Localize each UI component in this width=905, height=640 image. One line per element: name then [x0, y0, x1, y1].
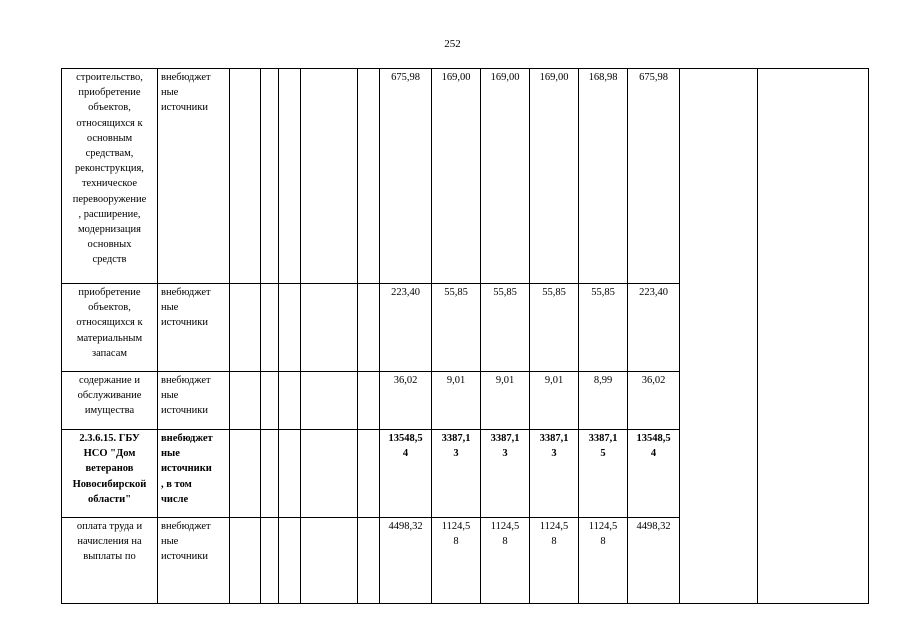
cell-value [579, 518, 628, 604]
name-line: НСО "Дом [83, 448, 136, 460]
name-line: основным [86, 132, 133, 144]
source-line: , в том [161, 478, 192, 490]
source-line: внебюджет [161, 375, 211, 386]
cell-value [530, 518, 579, 604]
name-line: оплата труда и [76, 521, 143, 532]
source-line: внебюджет [161, 287, 211, 298]
name-line: относящихся к [76, 117, 143, 129]
cell-value [380, 372, 432, 430]
cell-empty [230, 518, 261, 604]
cell-value [432, 518, 481, 604]
cell-value [432, 284, 481, 372]
cell-empty [261, 518, 279, 604]
name-line: Новосибирской [72, 478, 147, 490]
value-line: 169,00 [539, 72, 569, 83]
cell-value [579, 372, 628, 430]
name-line: выплаты по [83, 551, 136, 563]
cell-empty [261, 69, 279, 284]
cell-empty [230, 69, 261, 284]
name-line: приобретение [78, 87, 141, 99]
value-line: 8,99 [593, 375, 613, 386]
value-line: 3387,1 [588, 433, 618, 444]
source-line: ные [161, 390, 179, 402]
name-line: 2.3.6.15. ГБУ [79, 433, 140, 444]
value-line: 1124,5 [490, 521, 520, 532]
value-line: 3387,1 [490, 433, 520, 444]
name-line: строительство, [76, 72, 143, 83]
name-line: объектов, [88, 302, 131, 314]
value-line: 1124,5 [539, 521, 569, 532]
name-line: перевооружение [72, 193, 147, 205]
name-line: , расширение, [78, 208, 141, 220]
source-line: источники [161, 551, 208, 563]
cell-value [380, 69, 432, 284]
source-line: источники [161, 463, 212, 475]
name-line: запасам [91, 347, 128, 359]
name-line: содержание и [79, 375, 140, 386]
source-line: ные [161, 302, 179, 314]
cell-empty [301, 518, 358, 604]
value-line: 223,40 [639, 287, 668, 298]
value-line: 9,01 [495, 375, 515, 386]
cell-value [530, 284, 579, 372]
cell-value [481, 69, 530, 284]
cell-value [481, 430, 530, 518]
value-line: 169,00 [441, 72, 471, 83]
cell-value [481, 372, 530, 430]
cell-value [628, 430, 680, 518]
cell-value [380, 284, 432, 372]
value-line: 55,85 [493, 287, 517, 298]
cell-empty [358, 372, 380, 430]
cell-empty [230, 430, 261, 518]
cell-empty-merged [758, 69, 869, 604]
source-line: ные [161, 87, 179, 99]
cell-empty [279, 430, 301, 518]
source-line: ные [161, 448, 180, 460]
cell-value [530, 69, 579, 284]
cell-empty [301, 372, 358, 430]
value-line: 36,02 [641, 375, 666, 386]
table-body [62, 69, 869, 604]
value-line: 3 [453, 448, 459, 460]
value-line: 9,01 [446, 375, 466, 386]
cell-name [62, 372, 158, 430]
value-line: 169,00 [490, 72, 520, 83]
name-line: материальным [76, 332, 143, 344]
table-row [62, 69, 869, 284]
cell-empty [358, 69, 380, 284]
cell-value [628, 372, 680, 430]
value-line: 4498,32 [388, 521, 423, 532]
cell-value [432, 430, 481, 518]
cell-value [481, 518, 530, 604]
value-line: 3387,1 [441, 433, 471, 444]
cell-empty [279, 372, 301, 430]
name-line: средств [92, 254, 127, 266]
name-line: имущества [84, 405, 135, 417]
value-line: 36,02 [393, 375, 418, 386]
value-line: 4 [402, 448, 409, 460]
value-line: 1124,5 [588, 521, 618, 532]
value-line: 3387,1 [539, 433, 569, 444]
cell-name [62, 284, 158, 372]
page-number: 252 [444, 38, 461, 50]
value-line: 223,40 [391, 287, 420, 298]
cell-value [380, 430, 432, 518]
cell-source [158, 69, 230, 284]
source-line: источники [161, 405, 208, 417]
name-line: объектов, [88, 102, 131, 114]
name-line: основных [87, 239, 132, 251]
value-line: 5 [600, 448, 606, 460]
cell-value [579, 430, 628, 518]
cell-empty [279, 284, 301, 372]
name-line: ветеранов [85, 463, 134, 475]
cell-value [628, 284, 680, 372]
cell-empty [230, 284, 261, 372]
cell-value [530, 430, 579, 518]
cell-name [62, 518, 158, 604]
cell-empty [261, 372, 279, 430]
name-line: начисления на [77, 536, 142, 548]
cell-empty [358, 518, 380, 604]
cell-empty [358, 430, 380, 518]
cell-name [62, 69, 158, 284]
value-line: 4498,32 [636, 521, 671, 532]
name-line: приобретение [78, 287, 141, 298]
cell-source [158, 284, 230, 372]
cell-empty [358, 284, 380, 372]
value-line: 55,85 [542, 287, 566, 298]
name-line: реконструкция, [75, 163, 144, 175]
source-line: ные [161, 536, 179, 548]
cell-value [579, 284, 628, 372]
value-line: 55,85 [444, 287, 468, 298]
name-line: модернизация [78, 224, 141, 236]
value-line: 675,98 [391, 72, 420, 83]
cell-source [158, 372, 230, 430]
value-line: 3 [551, 448, 557, 460]
cell-empty [261, 284, 279, 372]
cell-empty-merged [680, 69, 758, 604]
cell-value [432, 372, 481, 430]
cell-source [158, 518, 230, 604]
name-line: средствам, [85, 148, 134, 160]
value-line: 675,98 [639, 72, 668, 83]
cell-value [628, 518, 680, 604]
cell-empty [261, 430, 279, 518]
value-line: 8 [600, 536, 606, 548]
name-line: относящихся к [76, 317, 143, 329]
source-line: внебюджет [161, 521, 211, 532]
cell-empty [301, 69, 358, 284]
source-line: числе [161, 493, 189, 505]
cell-value [380, 518, 432, 604]
cell-value [481, 284, 530, 372]
value-line: 168,98 [588, 72, 618, 83]
value-line: 13548,5 [636, 433, 671, 444]
cell-empty [301, 284, 358, 372]
budget-table [61, 68, 869, 604]
value-line: 8 [502, 536, 508, 548]
value-line: 55,85 [591, 287, 615, 298]
cell-empty [279, 518, 301, 604]
source-line: источники [161, 102, 208, 114]
source-line: источники [161, 317, 208, 329]
cell-name [62, 430, 158, 518]
value-line: 3 [502, 448, 508, 460]
cell-value [579, 69, 628, 284]
value-line: 8 [453, 536, 459, 548]
value-line: 4 [650, 448, 657, 460]
name-line: техническое [81, 178, 138, 190]
value-line: 1124,5 [441, 521, 471, 532]
value-line: 8 [551, 536, 557, 548]
cell-value [432, 69, 481, 284]
cell-empty [230, 372, 261, 430]
cell-empty [279, 69, 301, 284]
name-line: области" [87, 493, 132, 505]
source-line: внебюджет [161, 433, 213, 444]
source-line: внебюджет [161, 72, 211, 83]
cell-value [628, 69, 680, 284]
value-line: 13548,5 [388, 433, 423, 444]
cell-empty [301, 430, 358, 518]
value-line: 9,01 [544, 375, 564, 386]
cell-source [158, 430, 230, 518]
name-line: обслуживание [77, 390, 142, 402]
cell-value [530, 372, 579, 430]
